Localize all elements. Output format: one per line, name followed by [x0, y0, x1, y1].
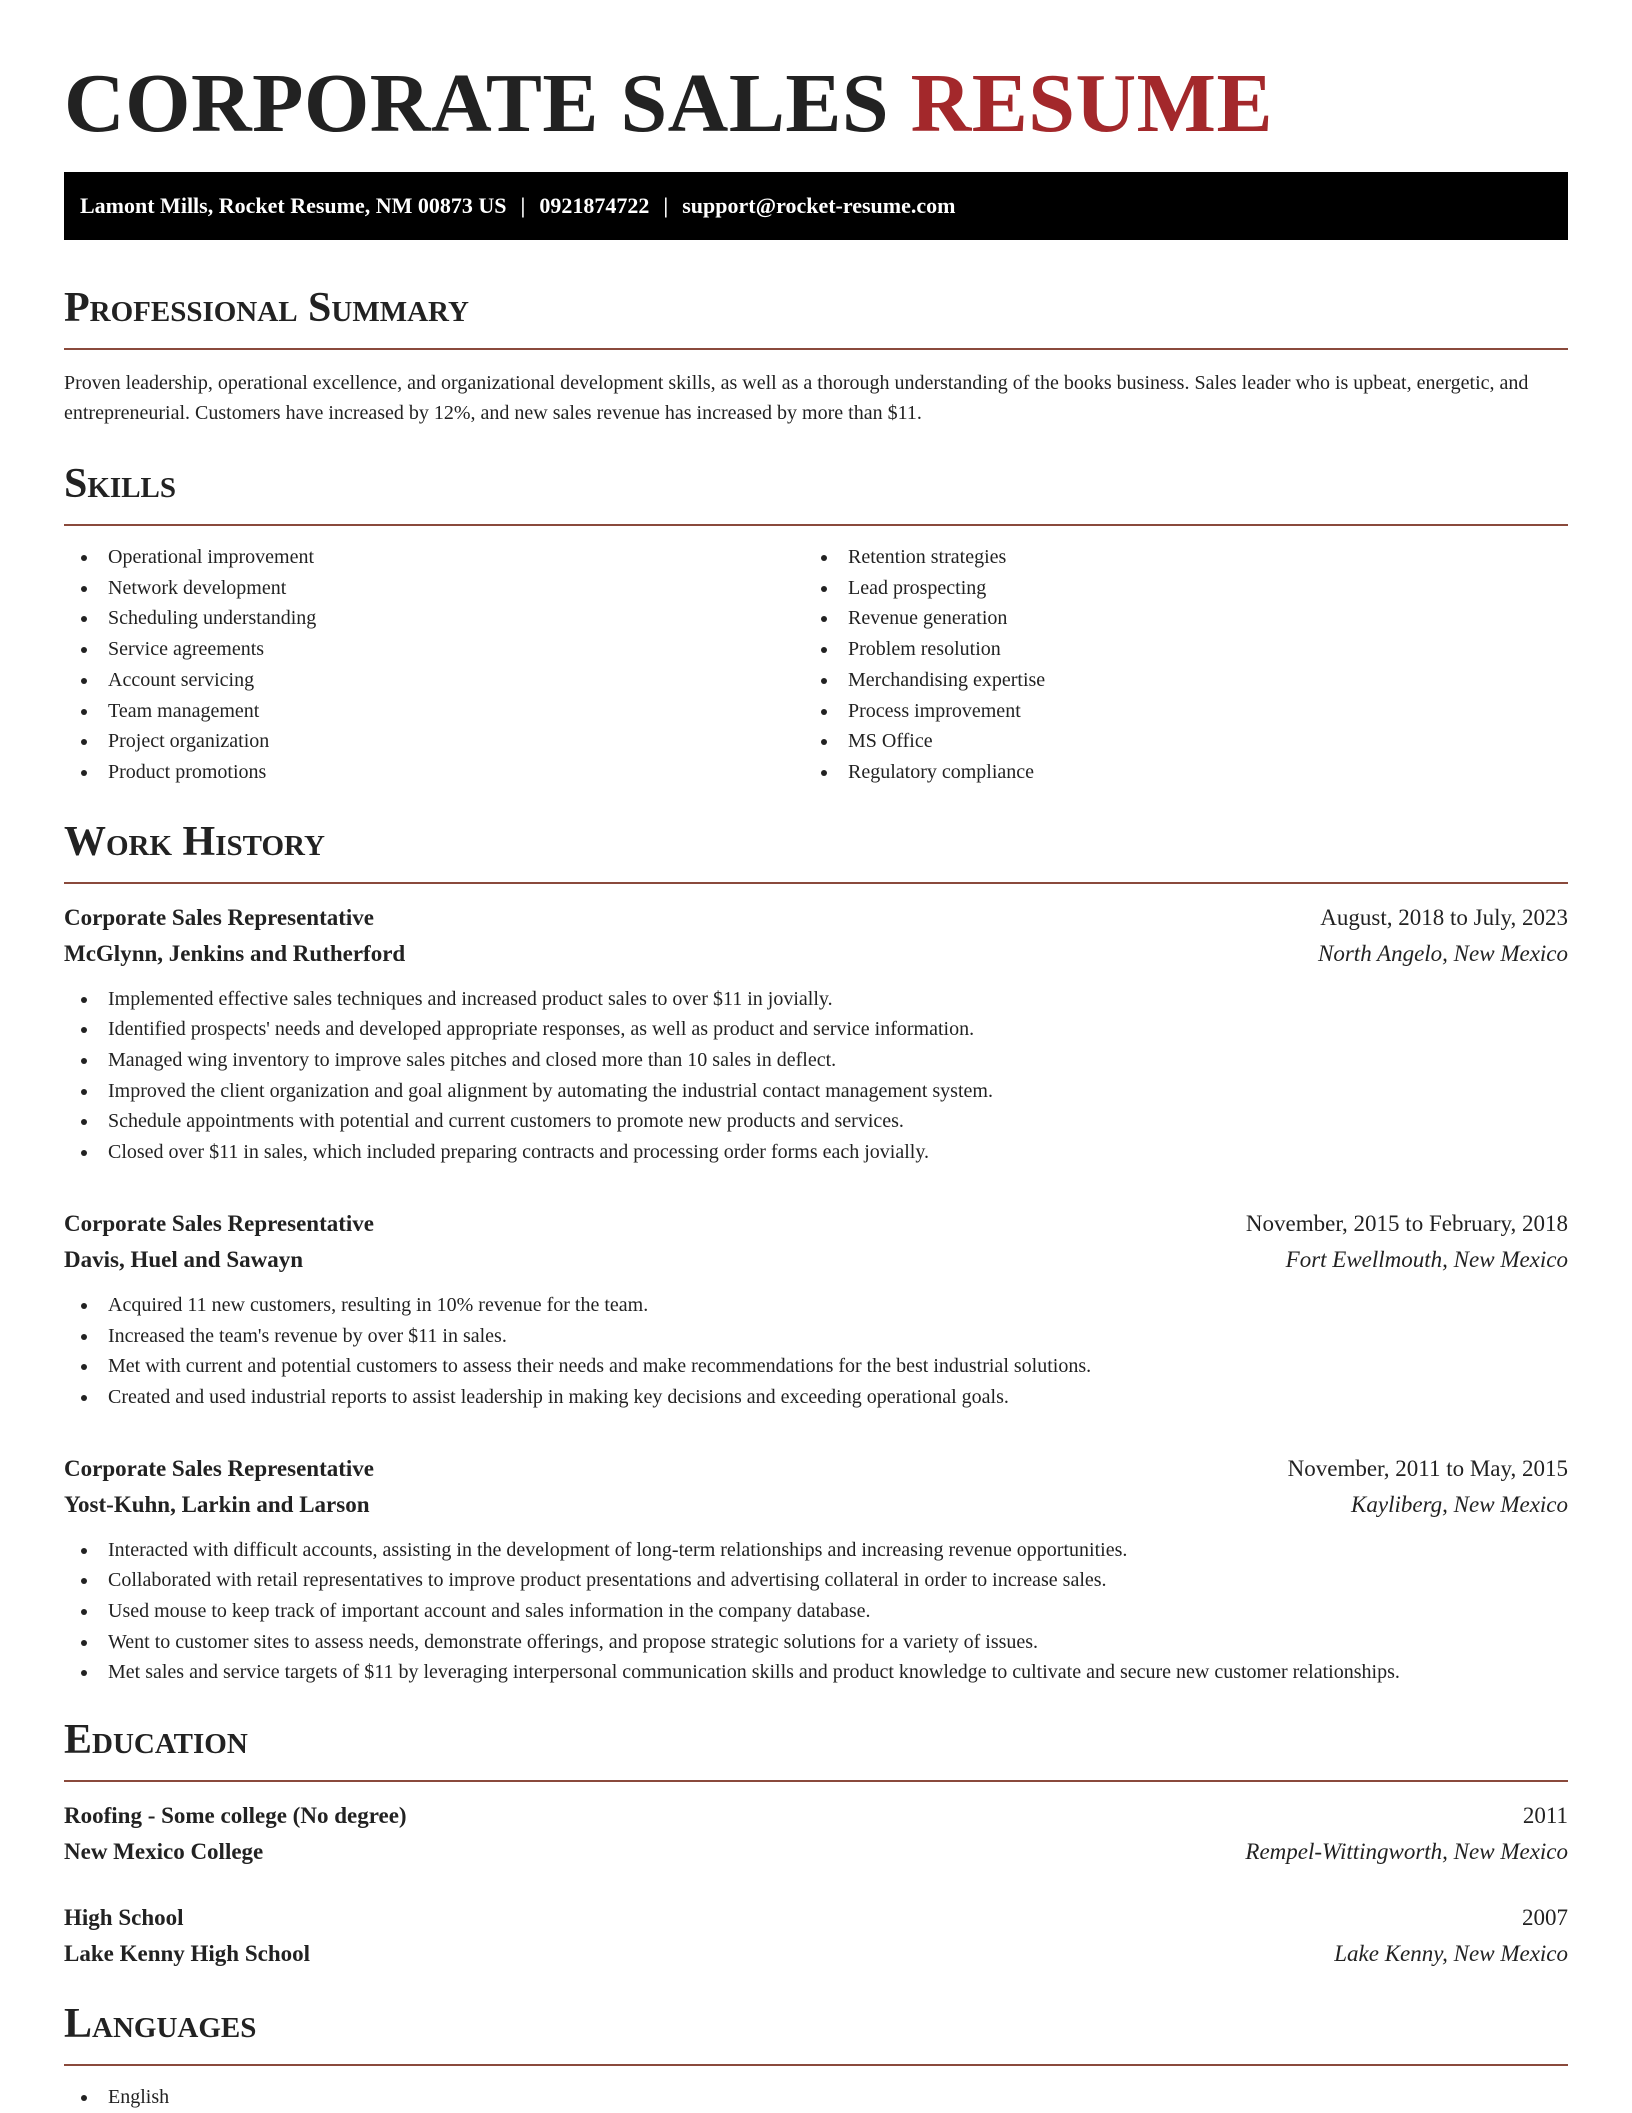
education-year: 2011 — [1522, 1803, 1568, 1829]
skills-column-left — [64, 542, 804, 788]
resume-title-main: CORPORATE SALES — [64, 57, 890, 150]
language-item: English — [64, 2082, 1568, 2113]
job-subheader — [64, 1487, 1568, 1523]
job-bullet: Met with current and potential customers to assess their needs and make recommendations for the best industrial solutions. — [64, 1351, 1568, 1382]
summary-heading: Professional Summary — [64, 282, 1568, 350]
resume-title-accent: RESUME — [910, 57, 1273, 150]
languages-heading: Languages — [64, 1998, 1568, 2066]
skill-item: Account servicing — [64, 665, 804, 696]
job-bullet: Collaborated with retail representatives to improve product presentations and advertising collateral in order to increase sales. — [64, 1565, 1568, 1596]
job-bullet: Acquired 11 new customers, resulting in 10% revenue for the team. — [64, 1290, 1568, 1321]
skill-item: Revenue generation — [804, 603, 1544, 634]
skill-item: Regulatory compliance — [804, 757, 1544, 788]
education-location: Rempel-Wittingworth, New Mexico — [1245, 1839, 1568, 1865]
job-entry — [64, 1451, 1568, 1689]
skill-item: Process improvement — [804, 696, 1544, 727]
job-bullets — [64, 984, 1568, 1168]
skills-heading: Skills — [64, 458, 1568, 526]
job-company: Yost-Kuhn, Larkin and Larson — [64, 1491, 370, 1517]
job-company: Davis, Huel and Sawayn — [64, 1246, 304, 1272]
education-school: New Mexico College — [64, 1839, 264, 1865]
education-school: Lake Kenny High School — [64, 1941, 311, 1967]
skill-item: Problem resolution — [804, 634, 1544, 665]
work-history-heading: Work History — [64, 816, 1568, 884]
skills-column-right — [804, 542, 1544, 788]
skill-item: Service agreements — [64, 634, 804, 665]
skill-item: Merchandising expertise — [804, 665, 1544, 696]
skill-item: MS Office — [804, 726, 1544, 757]
contact-separator: | — [520, 193, 526, 218]
education-subheader — [64, 1834, 1568, 1870]
skill-item: Scheduling understanding — [64, 603, 804, 634]
job-entry — [64, 1206, 1568, 1413]
skill-item: Operational improvement — [64, 542, 804, 573]
job-header — [64, 1451, 1568, 1487]
job-header — [64, 1206, 1568, 1242]
skill-item: Team management — [64, 696, 804, 727]
job-bullet: Created and used industrial reports to assist leadership in making key decisions and exceeding operational goals. — [64, 1382, 1568, 1413]
job-header — [64, 900, 1568, 936]
education-heading: Education — [64, 1714, 1568, 1782]
job-subheader — [64, 936, 1568, 972]
job-location: Fort Ewellmouth, New Mexico — [1285, 1246, 1568, 1272]
contact-bar — [64, 172, 1568, 240]
job-location: Kayliberg, New Mexico — [1351, 1491, 1568, 1517]
education-degree: High School — [64, 1905, 184, 1931]
job-location: North Angelo, New Mexico — [1318, 940, 1568, 966]
skill-item: Retention strategies — [804, 542, 1544, 573]
job-bullet: Increased the team's revenue by over $11 in sales. — [64, 1321, 1568, 1352]
job-bullet: Used mouse to keep track of important account and sales information in the company database. — [64, 1596, 1568, 1627]
job-dates: November, 2015 to February, 2018 — [1245, 1210, 1568, 1236]
job-dates: August, 2018 to July, 2023 — [1320, 904, 1568, 930]
job-bullets — [64, 1290, 1568, 1413]
summary-text: Proven leadership, operational excellence, and organizational development skills, as well as a thorough understanding of the books business. Sales leader who is upbeat, energetic, and entrepreneurial. Customers have increased by 12%, and new sales revenue has increased by more than $11. — [64, 372, 1529, 424]
skill-item: Product promotions — [64, 757, 804, 788]
job-company: McGlynn, Jenkins and Rutherford — [64, 940, 406, 966]
job-bullet: Closed over $11 in sales, which included preparing contracts and processing order forms each jovially. — [64, 1137, 1568, 1168]
job-bullet: Implemented effective sales techniques and increased product sales to over $11 in jovially. — [64, 984, 1568, 1015]
education-header — [64, 1900, 1568, 1936]
contact-email: support@rocket-resume.com — [682, 193, 956, 218]
education-entry — [64, 1900, 1568, 1972]
education-location: Lake Kenny, New Mexico — [1334, 1941, 1568, 1967]
job-bullet: Met sales and service targets of $11 by leveraging interpersonal communication skills and product knowledge to cultivate and secure new customer relationships. — [64, 1657, 1568, 1688]
job-bullet: Schedule appointments with potential and current customers to promote new products and services. — [64, 1106, 1568, 1137]
job-bullet: Interacted with difficult accounts, assisting in the development of long-term relationships and increasing revenue opportunities. — [64, 1535, 1568, 1566]
education-subheader — [64, 1936, 1568, 1972]
job-bullet: Went to customer sites to assess needs, demonstrate offerings, and propose strategic solutions for a variety of issues. — [64, 1627, 1568, 1658]
education-header — [64, 1798, 1568, 1834]
job-title: Corporate Sales Representative — [64, 1210, 375, 1236]
skill-item: Project organization — [64, 726, 804, 757]
job-entry — [64, 900, 1568, 1168]
job-bullet: Identified prospects' needs and developed appropriate responses, as well as product and service information. — [64, 1014, 1568, 1045]
resume-title — [64, 58, 1568, 150]
job-dates: November, 2011 to May, 2015 — [1287, 1455, 1568, 1481]
job-bullet: Improved the client organization and goal alignment by automating the industrial contact management system. — [64, 1076, 1568, 1107]
job-subheader — [64, 1242, 1568, 1278]
job-bullet: Managed wing inventory to improve sales pitches and closed more than 10 sales in deflect. — [64, 1045, 1568, 1076]
job-title: Corporate Sales Representative — [64, 1455, 375, 1481]
education-entry — [64, 1798, 1568, 1870]
skill-item: Lead prospecting — [804, 573, 1544, 604]
contact-phone: 0921874722 — [539, 193, 650, 218]
skill-item: Network development — [64, 573, 804, 604]
contact-separator: | — [663, 193, 669, 218]
contact-address: Lamont Mills, Rocket Resume, NM 00873 US — [80, 193, 507, 218]
job-title: Corporate Sales Representative — [64, 904, 375, 930]
education-degree: Roofing - Some college (No degree) — [64, 1803, 407, 1829]
skills-list — [64, 542, 1568, 788]
languages-list — [64, 2082, 1568, 2113]
education-year: 2007 — [1522, 1905, 1568, 1931]
job-bullets — [64, 1535, 1568, 1689]
